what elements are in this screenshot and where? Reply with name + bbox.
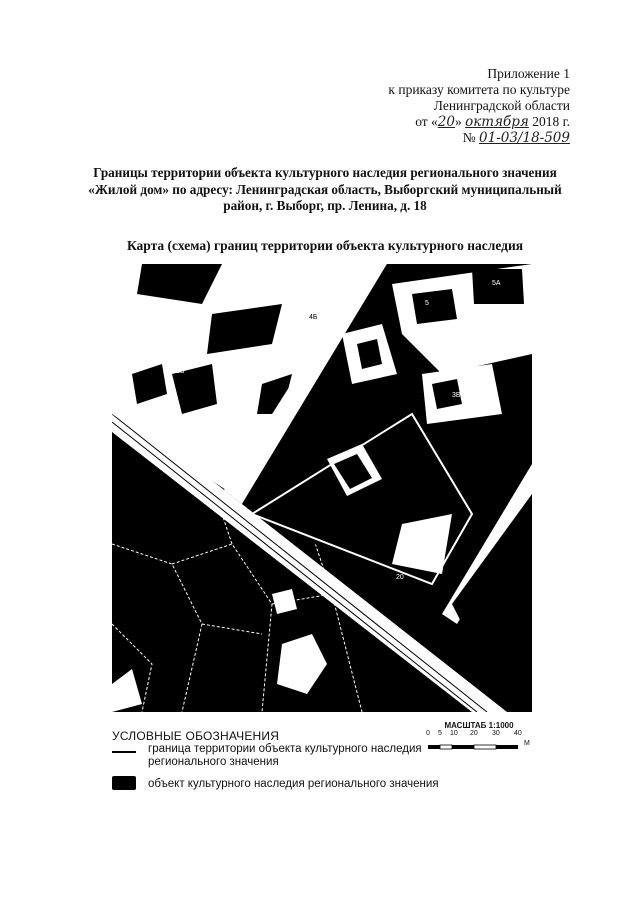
scale-tick-20: 20 xyxy=(470,730,478,737)
map-subtitle: Карта (схема) границ территории объекта культурного наследия xyxy=(126,238,524,253)
scale-ticks xyxy=(424,730,534,739)
scale-tick-0: 0 xyxy=(426,730,430,737)
legend-boundary-line-2: регионального значения xyxy=(148,756,279,768)
appendix-date: от «20» октября 2018 г. xyxy=(415,114,570,130)
legend-title: УСЛОВНЫЕ ОБОЗНАЧЕНИЯ xyxy=(112,729,280,743)
scale-tick-30: 30 xyxy=(492,730,500,737)
heritage-object-symbol xyxy=(112,776,136,790)
document-title xyxy=(40,165,610,215)
handwritten-number: 01-03/18-509 xyxy=(479,130,570,146)
title-line-2: «Жилой дом» по адресу: Ленинградская область, Выборгский муниципальный xyxy=(88,181,562,197)
building-label-5: 5 xyxy=(425,300,429,307)
building-label-3: 3 xyxy=(354,352,358,359)
title-line-1: Границы территории объекта культурного наследия регионального значения xyxy=(93,165,557,180)
scale-unit: M xyxy=(524,740,530,747)
scale-tick-5: 5 xyxy=(438,730,442,737)
scale-bar xyxy=(424,721,534,757)
map-drawing xyxy=(112,264,532,712)
north-arrow-icon xyxy=(116,276,126,290)
legend-boundary-line-1: граница территории объекта культурного наследия xyxy=(148,743,422,755)
handwritten-month: октября xyxy=(465,114,529,130)
scale-tick-40: 40 xyxy=(514,730,522,737)
boundary-map xyxy=(112,264,532,712)
appendix-line-1: Приложение 1 xyxy=(487,66,570,81)
building-label-1b: 1Б xyxy=(176,368,185,375)
building-label-5a: 5А xyxy=(492,280,501,287)
appendix-line-2: к приказу комитета по культуре xyxy=(388,82,570,97)
appendix-block xyxy=(388,66,570,146)
appendix-number: № 01-03/18-509 xyxy=(462,130,570,146)
building-label-6: 6 xyxy=(516,350,520,357)
scale-bar-graphic xyxy=(424,744,534,752)
legend-object-text: объект культурного наследия регионального значения xyxy=(148,778,439,790)
north-label: N xyxy=(118,264,126,275)
handwritten-day: 20 xyxy=(437,114,455,130)
appendix-line-3: Ленинградской области xyxy=(433,98,570,113)
boundary-line-symbol xyxy=(112,751,136,753)
legend-item-object xyxy=(112,776,472,792)
building-label-20: 20 xyxy=(396,574,404,581)
scale-tick-10: 10 xyxy=(450,730,458,737)
legend-item-boundary xyxy=(112,743,472,771)
building-label-4b: 4Б xyxy=(309,314,318,321)
building-label-4a: 4А xyxy=(280,322,289,329)
title-line-3: район, г. Выборг, пр. Ленина, д. 18 xyxy=(223,198,427,213)
building-label-3v: 3В xyxy=(452,392,461,399)
scale-title: МАСШТАБ 1:1000 xyxy=(444,721,514,730)
